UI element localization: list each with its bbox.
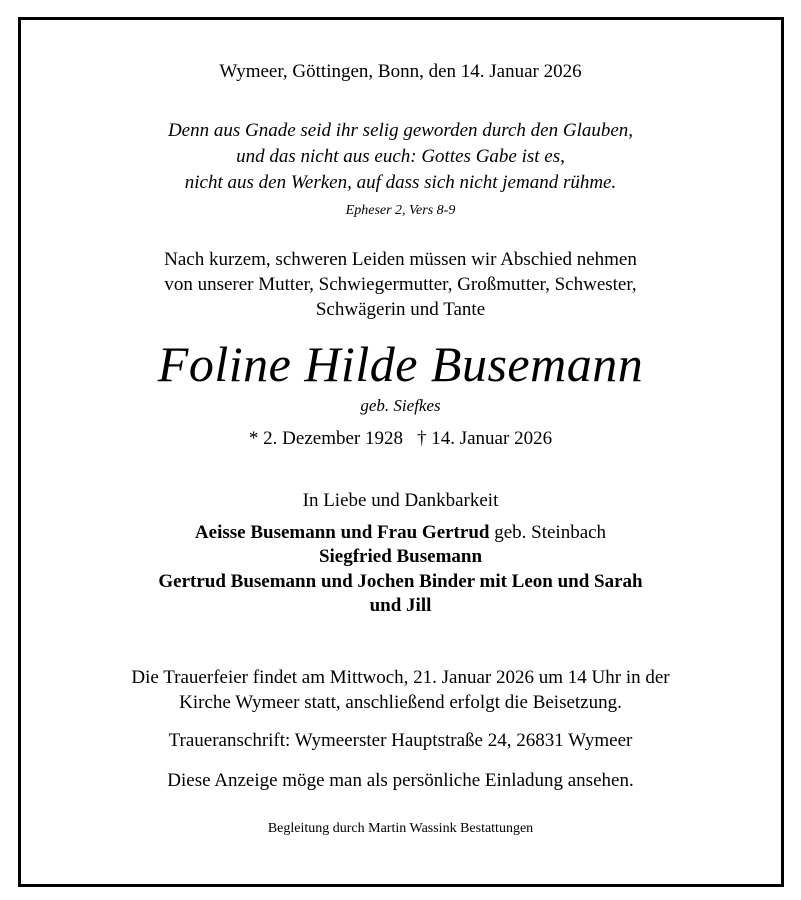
deceased-name: Foline Hilde Busemann xyxy=(157,336,644,392)
mourner-name-3: Gertrud Busemann und Jochen Binder mit Leon und Sarah xyxy=(158,571,643,592)
verse-source: Epheser 2, Vers 8-9 xyxy=(345,203,456,218)
death-date: † 14. Januar 2026 xyxy=(416,428,553,449)
verse-line-1: Denn aus Gnade seid ihr selig geworden durch den Glauben, xyxy=(167,120,634,141)
undertaker-credit: Begleitung durch Martin Wassink Bestattungen xyxy=(267,821,534,836)
funeral-line-2: Kirche Wymeer statt, anschließend erfolgt die Beisetzung. xyxy=(179,692,622,713)
mourner-line-1 xyxy=(0,521,801,545)
mourner-name-2: Siegfried Busemann xyxy=(318,546,483,567)
life-dates xyxy=(0,428,801,450)
mourner-line-2 xyxy=(0,545,801,569)
birth-date: * 2. Dezember 1928 xyxy=(248,428,403,449)
mourner-line-3 xyxy=(0,570,801,594)
funeral-line-1: Die Trauerfeier findet am Mittwoch, 21. Januar 2026 um 14 Uhr in der xyxy=(131,667,670,688)
mourner-name-1: Aeisse Busemann und Frau Gertrud xyxy=(194,522,490,543)
mourner-name-4: und Jill xyxy=(369,595,432,616)
mourners-intro: In Liebe und Dankbarkeit xyxy=(302,490,499,511)
invitation-note: Diese Anzeige möge man als persönliche Einladung ansehen. xyxy=(167,770,634,791)
verse-line-2: und das nicht aus euch: Gottes Gabe ist es, xyxy=(236,146,565,167)
intro-line-2: von unserer Mutter, Schwiegermutter, Großmutter, Schwester, xyxy=(164,274,637,295)
mourner-maiden-1: geb. Steinbach xyxy=(489,522,607,543)
verse-line-3: nicht aus den Werken, auf dass sich nicht jemand rühme. xyxy=(184,172,617,193)
mourning-address: Traueranschrift: Wymeerster Hauptstraße 24, 26831 Wymeer xyxy=(168,730,633,751)
maiden-name: geb. Siefkes xyxy=(360,396,441,415)
place-date-line: Wymeer, Göttingen, Bonn, den 14. Januar 2026 xyxy=(219,61,582,82)
intro-line-1: Nach kurzem, schweren Leiden müssen wir Abschied nehmen xyxy=(164,249,637,270)
mourner-line-4 xyxy=(0,594,801,618)
intro-line-3: Schwägerin und Tante xyxy=(315,299,486,320)
